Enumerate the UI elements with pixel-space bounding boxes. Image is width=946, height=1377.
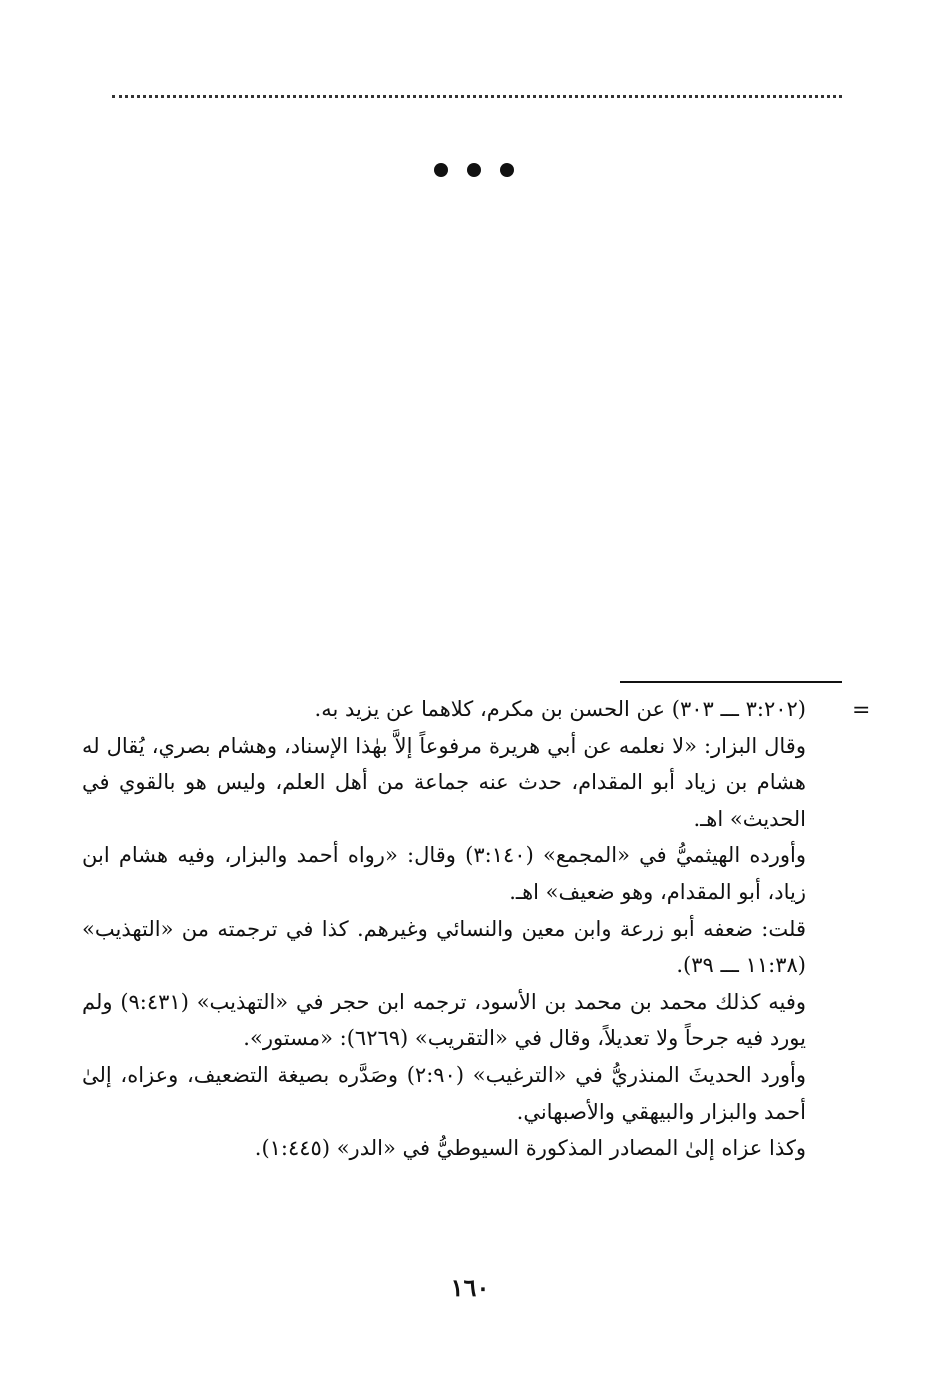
footnote-continuation-mark: = (852, 698, 871, 723)
footnotes-section (82, 691, 806, 1167)
footnote-paragraph: وأورد الحديثَ المنذريُّ في «الترغيب» (٢:٩٠) وصَدَّره بصيغة التضعيف، وعزاه، إلىٰ أحمد والبزار والبيهقي والأصبهاني. (82, 1062, 806, 1124)
separator-dot (500, 163, 514, 177)
dotted-divider (112, 95, 842, 98)
section-separator-dots (434, 162, 514, 178)
footnote-rule (620, 681, 842, 683)
footnote-paragraph: وفيه كذلك محمد بن محمد بن الأسود، ترجمه ابن حجر في «التهذيب» (٩:٤٣١) ولم يورد فيه جرحاً ولا تعديلاً، وقال في «التقريب» (٦٢٦٩): «مستور». (82, 989, 806, 1051)
separator-dot (467, 163, 481, 177)
page-number: ١٦٠ (450, 1273, 490, 1302)
footnote-paragraph: (٣:٢٠٢ ـــ ٣٠٣) عن الحسن بن مكرم، كلاهما عن يزيد به. (314, 697, 806, 721)
footnote-paragraph: قلت: ضعفه أبو زرعة وابن معين والنسائي وغيرهم. كذا في ترجمته من «التهذيب» (١١:٣٨ ـــ ٣٩). (82, 916, 806, 978)
separator-dot (434, 163, 448, 177)
footnote-paragraph: وأورده الهيثميُّ في «المجمع» (٣:١٤٠) وقال: «رواه أحمد والبزار، وفيه هشام ابن زياد، أبو المقدام، وهو ضعيف» اهـ. (82, 843, 806, 904)
footnote-paragraph: وكذا عزاه إلىٰ المصادر المذكورة السيوطيُّ في «الدر» (١:٤٤٥). (254, 1136, 806, 1161)
footnote-paragraph: وقال البزار: «لا نعلمه عن أبي هريرة مرفوعاً إلاَّ بهٰذا الإسناد، وهشام بصري، يُقال له هشام بن زياد أبو المقدام، حدث عنه جماعة من أهل العلم، وليس هو بالقوي في الحديث» اهـ. (82, 733, 806, 831)
